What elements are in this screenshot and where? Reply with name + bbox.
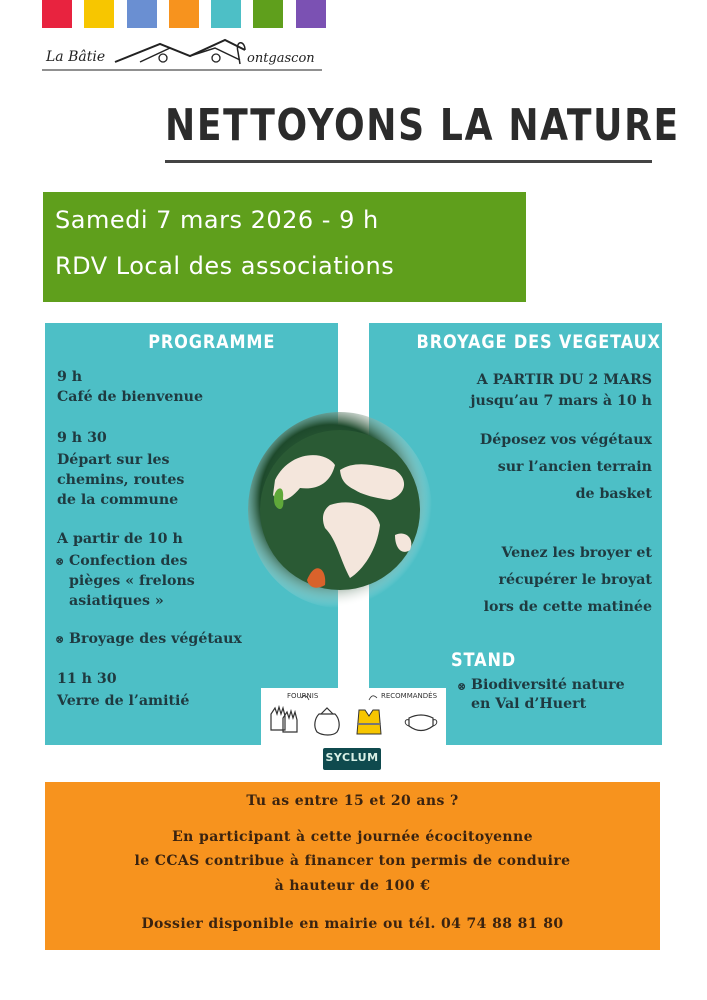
- strip-square: [211, 0, 241, 28]
- stand-line-1: Biodiversité nature: [471, 677, 625, 693]
- strip-square: [169, 0, 199, 28]
- ccas-contact: Dossier disponible en mairie ou tél. 04 74 88 81 80: [141, 916, 564, 932]
- depart-line-2: chemins, routes: [57, 472, 185, 488]
- broyage-end: jusqu’au 7 mars à 10 h: [470, 393, 652, 409]
- event-date: Samedi 7 mars 2026 - 9 h: [55, 206, 379, 234]
- sponsor-logo: [323, 748, 381, 770]
- time-9h30: 9 h 30: [57, 430, 107, 446]
- bullet-icon: ⊗: [55, 555, 65, 568]
- vest-icon: [357, 710, 381, 734]
- mask-icon: [405, 715, 437, 731]
- equipment-icons: [261, 688, 446, 745]
- event-place: RDV Local des associations: [55, 252, 395, 280]
- bullet-icon: ⊗: [55, 633, 65, 646]
- page-title: NETTOYONS LA NATURE: [165, 100, 680, 151]
- globe-icon: [245, 410, 435, 610]
- ccas-box: [45, 782, 660, 950]
- fournis-label: FOURNIS: [287, 692, 319, 700]
- strip-square: [84, 0, 114, 28]
- stand-heading: STAND: [451, 649, 517, 671]
- strip-square: [42, 0, 72, 28]
- depart-line-1: Départ sur les: [57, 452, 170, 468]
- equipment-box: [261, 688, 446, 745]
- depot-line-2: sur l’ancien terrain: [497, 459, 652, 475]
- cafe-text: Café de bienvenue: [57, 389, 204, 405]
- arrow-icon: [369, 696, 377, 700]
- strip-square: [296, 0, 326, 28]
- town-logo: [40, 34, 330, 79]
- ccas-line-2: En participant à cette journée écocitoyenne: [172, 829, 533, 845]
- broyage-item: Broyage des végétaux: [69, 631, 242, 647]
- strip-square: [253, 0, 283, 28]
- ccas-line-4: à hauteur de 100 €: [274, 878, 431, 894]
- gloves-icon: [271, 707, 297, 732]
- frelons-line-3: asiatiques »: [69, 593, 164, 609]
- broyage-heading: BROYAGE DES VEGETAUX: [416, 331, 661, 353]
- venez-line-3: lors de cette matinée: [483, 599, 652, 615]
- venez-line-2: récupérer le broyat: [498, 572, 652, 588]
- depart-line-3: de la commune: [57, 492, 179, 508]
- recommandes-label: RECOMMANDÉS: [381, 692, 438, 700]
- time-9h: 9 h: [57, 369, 83, 385]
- time-10h: A partir de 10 h: [57, 531, 183, 547]
- sponsor-name: SYCLUM: [325, 751, 379, 764]
- time-11h30: 11 h 30: [57, 671, 117, 687]
- broyage-start: A PARTIR DU 2 MARS: [476, 372, 652, 388]
- strip-square: [127, 0, 157, 28]
- earth-globe: [245, 410, 435, 610]
- title-underline: [165, 160, 652, 163]
- trash-bag-icon: [315, 708, 339, 735]
- arrow-icon: [301, 696, 309, 700]
- stand-line-2: en Val d’Huert: [471, 696, 587, 712]
- event-banner: [43, 192, 526, 302]
- venez-line-1: Venez les broyer et: [501, 545, 652, 561]
- logo-right-word: ontgascon: [247, 51, 315, 66]
- ccas-line-3: le CCAS contribue à financer ton permis de conduire: [134, 853, 571, 869]
- verre-text: Verre de l’amitié: [57, 693, 190, 709]
- depot-line-3: de basket: [575, 486, 652, 502]
- logo-left-word: La Bâtie: [46, 49, 106, 65]
- frelons-line-1: Confection des: [69, 553, 188, 569]
- depot-line-1: Déposez vos végétaux: [479, 432, 652, 448]
- frelons-line-2: pièges « frelons: [69, 573, 195, 589]
- bullet-icon: ⊗: [457, 680, 467, 693]
- ccas-age: Tu as entre 15 et 20 ans ?: [246, 793, 459, 809]
- programme-heading: PROGRAMME: [148, 331, 276, 353]
